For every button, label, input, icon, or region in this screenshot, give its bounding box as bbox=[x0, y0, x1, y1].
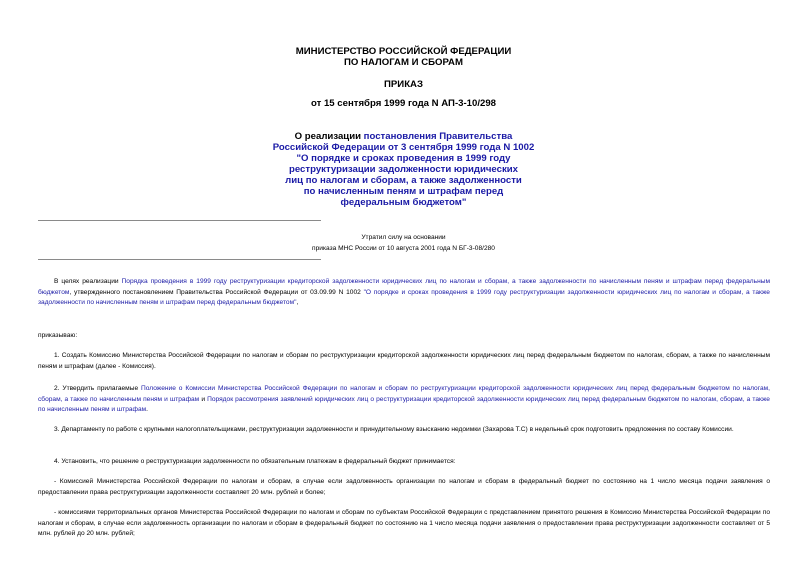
item-4: 4. Установить, что решение о реструктуризации задолженности по обязательным платежам в федеральный бюджет принимается: bbox=[54, 458, 456, 465]
subject-prefix: О реализации bbox=[294, 131, 364, 142]
intro-link-resolution[interactable]: "О порядке и сроках проведения в 1999 году реструктуризации задолженности юридических лиц по налогам и сборам, а также задолженности по начисленным пеням и штрафам перед федеральным бюджетом" bbox=[38, 288, 770, 306]
intro-text-2: , утвержденного постановлением Правительства Российской Федерации от 03.09.99 N 1002 bbox=[69, 288, 364, 296]
intro-text-1: В целях реализации bbox=[54, 278, 122, 285]
status-note bbox=[0, 232, 807, 254]
subject-link-line-5[interactable]: лиц по налогам и сборам, а также задолженности bbox=[285, 175, 522, 186]
status-note-line-1: Утратил силу на основании bbox=[361, 234, 446, 241]
subject-link-line-7[interactable]: федеральным бюджетом" bbox=[340, 197, 467, 208]
ministry-line-1: МИНИСТЕРСТВО РОССИЙСКОЙ ФЕДЕРАЦИИ bbox=[295, 46, 512, 57]
doc-date: от 15 сентября 1999 года N АП-3-10/298 bbox=[310, 98, 497, 109]
subject-link-line-1[interactable]: постановления Правительства bbox=[363, 131, 513, 142]
order-word: приказываю: bbox=[38, 332, 78, 339]
doc-type: ПРИКАЗ bbox=[384, 79, 423, 90]
ministry-line-2: ПО НАЛОГАМ И СБОРАМ bbox=[344, 57, 463, 68]
doc-subject bbox=[0, 131, 807, 208]
item-2-text-2: и bbox=[199, 395, 208, 403]
item-3: 3. Департаменту по работе с крупными налогоплательщиками, реструктуризации задолженности и принудительному взысканию недоимки (Захарова Т.С) в недельный срок подготовить предложения по составу Комиссии. bbox=[54, 426, 734, 433]
intro-link-procedure[interactable]: Порядка проведения в 1999 году реструктуризации кредиторской задолженности юридических лиц по налогам и сборам, а также задолженности по начисленным пеням и штрафам перед федеральным бюджетом bbox=[38, 278, 770, 296]
ministry-title bbox=[0, 46, 807, 68]
intro-text-3: , bbox=[296, 299, 299, 306]
item-4-sub-a: - Комиссией Министерства Российской Федерации по налогам и сборам, в случае если задолженность организации по налогам и сборам в федеральный бюджет по состоянию на 1 число месяца подачи заявления о предоставлении права реструктуризации задолженности составляет 20 млн. рублей и более; bbox=[38, 478, 770, 496]
status-note-line-2: приказа МНС России от 10 августа 2001 года N БГ-3-08/280 bbox=[312, 245, 495, 252]
divider-top bbox=[38, 220, 321, 221]
subject-link-line-2[interactable]: Российской Федерации от 3 сентября 1999 года N 1002 bbox=[272, 142, 535, 153]
divider-bottom bbox=[38, 259, 321, 260]
item-2 bbox=[38, 384, 770, 416]
item-4-sub-b: - комиссиями территориальных органов Министерства Российской Федерации по налогам и сборам по субъектам Российской Федерации с представлением принятого решения в Комиссию Министерства Российской Федерации по налогам и сборам, в случае если задолженность организации по налогам и сборам в федеральный бюджет по состоянию на 1 число месяца подачи заявления о предоставлении права реструктуризации задолженности составляет от 5 млн. рублей до 20 млн. рублей; bbox=[38, 509, 770, 537]
subject-link-line-6[interactable]: по начисленным пеням и штрафам перед bbox=[303, 186, 504, 197]
intro-paragraph bbox=[38, 277, 770, 309]
item-2-text-1: 2. Утвердить прилагаемые bbox=[54, 385, 142, 392]
item-2-link-procedure[interactable]: Порядок рассмотрения заявлений юридических лиц о реструктуризации кредиторской задолженности юридических лиц перед федеральным бюджетом по налогам, сборам, а также по начисленным пеням и штрафам bbox=[38, 395, 770, 413]
item-2-text-3: . bbox=[146, 406, 148, 413]
item-1: 1. Создать Комиссию Министерства Российской Федерации по налогам и сборам по реструктуризации кредиторской задолженности юридических лиц перед федеральным бюджетом по налогам, сборам, а также по начисленным пеням и штрафам (далее - Комиссия). bbox=[38, 352, 770, 370]
subject-link-line-3[interactable]: "О порядке и сроках проведения в 1999 году bbox=[296, 153, 511, 164]
subject-link-line-4[interactable]: реструктуризации задолженности юридических bbox=[288, 164, 519, 175]
item-2-link-regulation[interactable]: Положение о Комиссии Министерства Российской Федерации по налогам и сборам по реструктуризации кредиторской задолженности юридических лиц перед федеральным бюджетом по налогам, сборам, а также по начисленным пеням и штрафам bbox=[38, 385, 770, 403]
